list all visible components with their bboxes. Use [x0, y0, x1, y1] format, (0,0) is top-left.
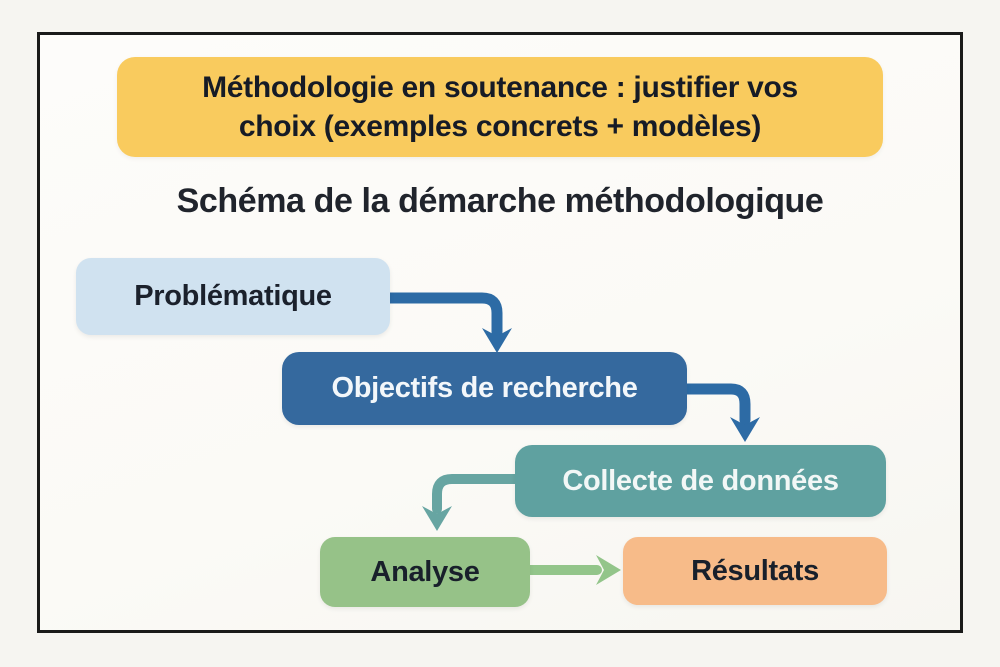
- title-line-2: choix (exemples concrets + modèles): [238, 110, 762, 143]
- node-label: Analyse: [370, 555, 480, 588]
- node-label: Problématique: [134, 280, 332, 312]
- node-collecte-de-donnees: [515, 445, 886, 517]
- node-problematique: [76, 258, 390, 335]
- title-banner: [117, 57, 883, 157]
- node-analyse: [320, 537, 530, 607]
- title-line-1: Méthodologie en soutenance : justifier vos: [202, 71, 798, 104]
- node-label: Résultats: [691, 554, 819, 587]
- node-resultats: [623, 537, 887, 605]
- node-objectifs-de-recherche: [282, 352, 687, 425]
- node-label: Objectifs de recherche: [331, 372, 638, 404]
- diagram-subtitle: Schéma de la démarche méthodologique: [176, 182, 824, 220]
- node-label: Collecte de données: [562, 464, 839, 497]
